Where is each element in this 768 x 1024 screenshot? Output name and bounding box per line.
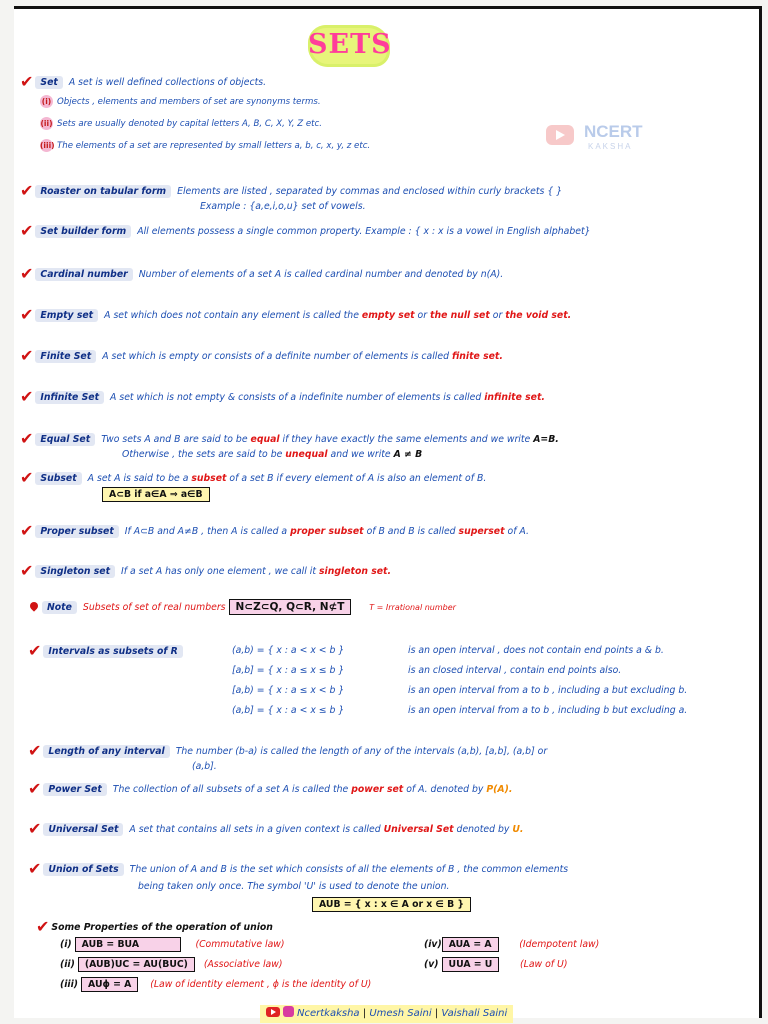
property-item: (iv) AUA = A (Idempotent law) <box>424 939 600 950</box>
equal-set: ✔ Equal Set Two sets A and B are said to be equal if they have exactly the same elements and we write A=B. <box>20 429 559 448</box>
logo-subtext: KAKSHA <box>588 142 633 151</box>
instagram-icon <box>283 1006 294 1017</box>
interval-row: (a,b] = { x : a < x ≤ b } is an open interval from a to b , including b but excluding a. <box>232 705 688 716</box>
union-continued: being taken only once. The symbol 'U' is used to denote the union. <box>138 881 450 892</box>
check-icon: ✔ <box>20 221 34 240</box>
subset: ✔ Subset A set A is said to be a subset of a set B if every element of A is also an element of B. <box>20 468 487 487</box>
property-item: (i) AUB = BUA (Commutative law) <box>60 939 285 950</box>
check-icon: ✔ <box>20 72 34 91</box>
check-icon: ✔ <box>28 859 42 878</box>
property-item: (iii) AUϕ = A (Law of identity element , ϕ is the identity of U) <box>60 979 372 990</box>
universal-set: ✔ Universal Set A set that contains all sets in a given context is called Universal Set denoted by U. <box>28 819 524 838</box>
finite-set: ✔ Finite Set A set which is empty or consists of a definite number of elements is called finite set. <box>20 346 503 365</box>
footer-credits: Ncertkaksha | Umesh Saini | Vaishali Saini <box>260 1005 513 1023</box>
set-definition: ✔ Set A set is well defined collections of objects. <box>20 72 267 91</box>
interval-row: [a,b] = { x : a ≤ x ≤ b } is an closed interval , contain end points also. <box>232 665 622 676</box>
roster-form: ✔ Roaster on tabular form Elements are listed , separated by commas and enclosed within curly brackets { } <box>20 181 563 200</box>
check-icon: ✔ <box>20 305 34 324</box>
pin-icon <box>28 600 39 611</box>
infinite-set: ✔ Infinite Set A set which is not empty & consists of a indefinite number of elements is called infinite set. <box>20 387 545 406</box>
intervals-heading: ✔ Intervals as subsets of R <box>28 641 189 660</box>
property-item: (ii) (AUB)UC = AU(BUC) (Associative law) <box>60 959 283 970</box>
check-icon: ✔ <box>20 181 34 200</box>
subset-formula: A⊂B if a∈A ⇒ a∈B <box>102 487 210 502</box>
check-icon: ✔ <box>36 917 50 936</box>
interval-row: [a,b) = { x : a ≤ x < b } is an open interval from a to b , including a but excluding b. <box>232 685 688 696</box>
equal-set-otherwise: Otherwise , the sets are said to be unequal and we write A ≠ B <box>122 449 423 460</box>
check-icon: ✔ <box>28 741 42 760</box>
property-item: (v) UUA = U (Law of U) <box>424 959 568 970</box>
power-set: ✔ Power Set The collection of all subsets of a set A is called the power set of A. denoted by P(A). <box>28 779 513 798</box>
set-point: (iii) The elements of a set are represented by small letters a, b, c, x, y, z etc. <box>40 141 371 151</box>
union-formula: AUB = { x : x ∈ A or x ∈ B } <box>312 897 471 912</box>
set-point: (i) Objects , elements and members of set are synonyms terms. <box>41 97 321 107</box>
check-icon: ✔ <box>20 387 34 406</box>
check-icon: ✔ <box>28 641 42 660</box>
check-icon: ✔ <box>20 561 34 580</box>
check-icon: ✔ <box>20 521 34 540</box>
check-icon: ✔ <box>20 429 34 448</box>
set-point: (ii) Sets are usually denoted by capital letters A, B, C, X, Y, Z etc. <box>40 119 322 129</box>
check-icon: ✔ <box>28 819 42 838</box>
youtube-icon <box>266 1007 280 1017</box>
length-continued: (a,b]. <box>192 761 217 772</box>
singleton-set: ✔ Singleton set If a set A has only one element , we call it singleton set. <box>20 561 392 580</box>
check-icon: ✔ <box>20 346 34 365</box>
roster-example: Example : {a,e,i,o,u} set of vowels. <box>200 201 366 212</box>
set-builder-form: ✔ Set builder form All elements possess a single common property. Example : { x : x is a vowel in English alphabet} <box>20 221 591 240</box>
page-title: SETS <box>308 25 390 67</box>
cardinal-number: ✔ Cardinal number Number of elements of a set A is called cardinal number and denoted by n(A). <box>20 264 504 283</box>
empty-set: ✔ Empty set A set which does not contain any element is called the empty set or the null set or the void set. <box>20 305 572 324</box>
notes-page <box>14 6 762 1018</box>
note: Note Subsets of set of real numbers N⊂Z⊂Q, Q⊂R, N⊄T T = Irrational number <box>28 599 456 615</box>
check-icon: ✔ <box>28 779 42 798</box>
interval-row: (a,b) = { x : a < x < b } is an open interval , does not contain end points a & b. <box>232 645 664 656</box>
ncert-kaksha-logo <box>544 119 664 153</box>
union-of-sets: ✔ Union of Sets The union of A and B is the set which consists of all the elements of B , the common elements <box>28 859 569 878</box>
proper-subset: ✔ Proper subset If A⊂B and A≠B , then A is called a proper subset of B and B is called superset of A. <box>20 521 529 540</box>
check-icon: ✔ <box>20 264 34 283</box>
check-icon: ✔ <box>20 468 34 487</box>
union-properties-heading: ✔ Some Properties of the operation of union <box>36 917 273 936</box>
logo-text: NCERT <box>584 122 643 141</box>
length-of-interval: ✔ Length of any interval The number (b-a) is called the length of any of the intervals (a,b), [a,b], (a,b] or <box>28 741 548 760</box>
